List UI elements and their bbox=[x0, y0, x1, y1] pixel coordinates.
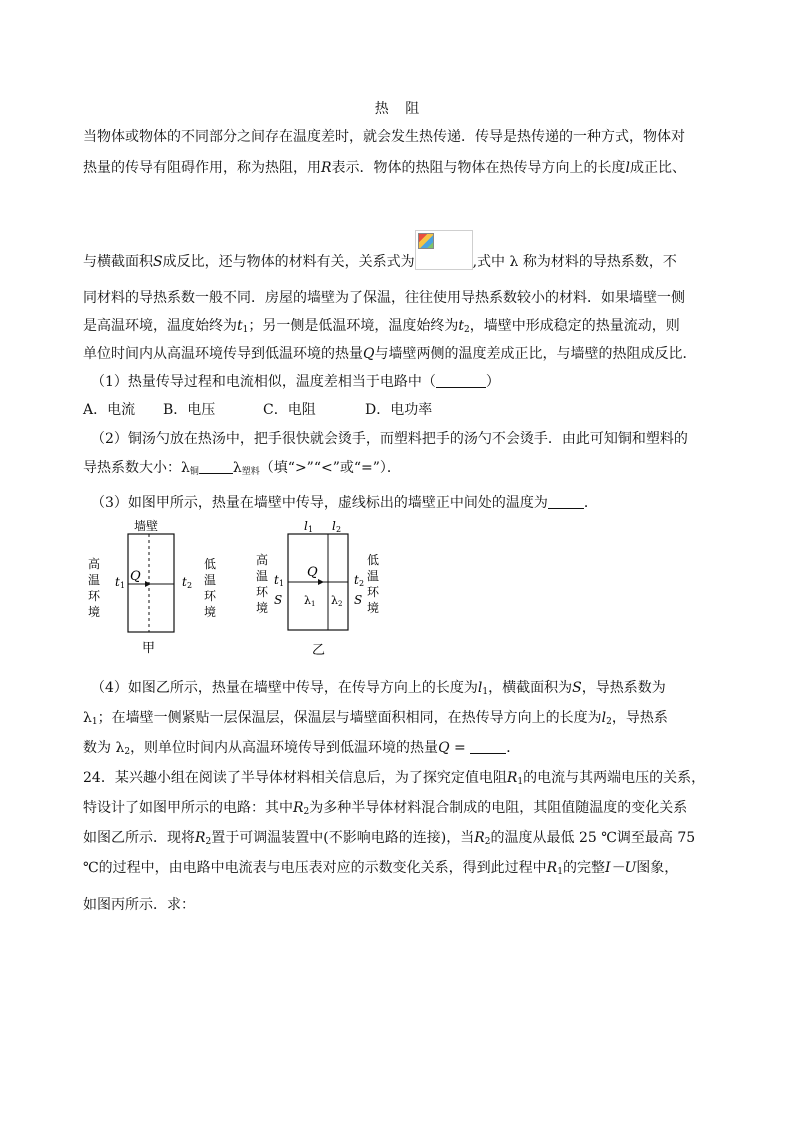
var-R: R bbox=[546, 860, 558, 876]
text: 如图乙所示．现将 bbox=[83, 830, 195, 846]
l1-subscript: 1 bbox=[308, 525, 314, 534]
para1-line3 bbox=[83, 230, 677, 272]
text: （4）如图乙所示，热量在墙壁中传导，在传导方向上的长度为 bbox=[91, 680, 478, 696]
subscript: 2 bbox=[205, 837, 212, 847]
text: 与墙壁两侧的温度差成正比，与墙壁的热阻成反比． bbox=[374, 346, 697, 362]
q1-options bbox=[83, 400, 432, 420]
text: 为多种半导体材料混合制成的电阻，其阻值随温度的变化关系 bbox=[309, 800, 688, 816]
t1-subscript: 1 bbox=[279, 579, 285, 588]
option-a: A．电流 bbox=[83, 402, 136, 418]
figure-yi bbox=[254, 518, 394, 656]
option-c: C．电阻 bbox=[263, 402, 316, 418]
text: ，导热系数为 bbox=[581, 680, 666, 696]
left-env-char: 温 bbox=[256, 569, 269, 583]
text: 置于可调温装置中(不影响电路的连接)，当 bbox=[211, 830, 475, 846]
figure-caption: 乙 bbox=[312, 643, 326, 656]
t1-label: t bbox=[115, 575, 120, 589]
var-IU: I－U bbox=[604, 860, 637, 876]
right-env-char: 温 bbox=[367, 569, 380, 583]
left-env-char: 环 bbox=[256, 585, 269, 599]
text: ；另一侧是低温环境，温度始终为 bbox=[248, 318, 459, 334]
var-S: S bbox=[572, 680, 582, 696]
text: （3）如图甲所示，热量在墙壁中传导，虚线标出的墙壁正中间处的温度为 bbox=[91, 495, 548, 511]
text: ，则单位时间内从高温环境传导到低温环境的热量 bbox=[130, 740, 439, 756]
subscript: 1 bbox=[91, 717, 98, 727]
arrow-icon bbox=[318, 579, 324, 585]
q2-line1 bbox=[91, 429, 688, 449]
subscript: 2 bbox=[303, 807, 310, 817]
subscript: 1 bbox=[517, 777, 524, 787]
t2-subscript: 2 bbox=[187, 581, 193, 590]
var-Q: Q bbox=[363, 346, 375, 362]
t2-label: t bbox=[182, 575, 187, 589]
var-S: S bbox=[153, 254, 163, 270]
answer-blank bbox=[436, 373, 486, 388]
lambda1-subscript: 1 bbox=[311, 600, 316, 608]
formula-image-placeholder bbox=[415, 230, 473, 270]
text: 表示．物体的热阻与物体在热传导方向上的长度 bbox=[331, 160, 626, 176]
subscript: 1 bbox=[242, 325, 249, 335]
text: ，横截面积为 bbox=[488, 680, 573, 696]
subscript: 塑料 bbox=[241, 467, 260, 477]
article-title: 热 阻 bbox=[374, 101, 426, 117]
text: 当物体或物体的不同部分之间存在温度差时，就会发生热传递．传导是热传递的一种方式，物体对 bbox=[83, 129, 685, 145]
text: 的完整 bbox=[562, 860, 605, 876]
option-d: D．电功率 bbox=[365, 402, 433, 418]
text: 成正比、 bbox=[630, 160, 687, 176]
para1-line4 bbox=[83, 288, 685, 308]
wall-label: 墙壁 bbox=[134, 519, 159, 533]
l2-subscript: 2 bbox=[336, 525, 342, 534]
answer-blank bbox=[470, 739, 506, 754]
q24-line5 bbox=[83, 895, 195, 915]
var-t: t bbox=[458, 318, 465, 334]
left-env-char: 高 bbox=[88, 557, 101, 571]
text: 图象， bbox=[636, 860, 679, 876]
text: λ bbox=[83, 710, 92, 726]
text: ℃的过程中，由电路中电流表与电压表对应的示数变化关系，得到此过程中 bbox=[83, 860, 547, 876]
lambda2-subscript: 2 bbox=[338, 600, 343, 608]
subscript: 铜 bbox=[189, 467, 199, 477]
left-env-char: 境 bbox=[256, 601, 269, 615]
text: ． bbox=[506, 740, 521, 756]
text: ,式中 λ 称为材料的导热系数，不 bbox=[472, 254, 677, 270]
q4-line3 bbox=[83, 738, 520, 762]
subscript: 2 bbox=[606, 717, 612, 727]
text: 如图丙所示．求： bbox=[83, 897, 195, 913]
left-env-char: 环 bbox=[88, 589, 101, 603]
q3-stem bbox=[91, 493, 598, 513]
subscript: 1 bbox=[482, 687, 489, 697]
right-env-char: 低 bbox=[367, 553, 380, 567]
text: 成反比，还与物体的材料有关，关系式为 bbox=[162, 254, 415, 270]
text: 与横截面积 bbox=[83, 254, 153, 270]
var-R: R bbox=[321, 160, 332, 176]
q24-line3 bbox=[83, 828, 695, 852]
para1-line2 bbox=[83, 158, 686, 178]
left-env-char: 温 bbox=[88, 573, 101, 587]
right-env-char: 环 bbox=[204, 589, 217, 603]
subscript: 2 bbox=[124, 747, 131, 757]
var-R: R bbox=[293, 800, 304, 816]
text: 数为 λ bbox=[83, 740, 125, 756]
t2-label: t bbox=[354, 573, 359, 587]
var-Q: Q bbox=[438, 740, 450, 756]
q1-stem bbox=[91, 372, 500, 392]
text: 特设计了如图甲所示的电路：其中 bbox=[83, 800, 293, 816]
q4-line2 bbox=[83, 708, 668, 732]
lambda1-label: λ bbox=[304, 594, 311, 607]
right-env-char: 温 bbox=[204, 573, 217, 587]
var-l: l bbox=[477, 680, 483, 696]
text: 24．某兴趣小组在阅读了半导体材料相关信息后，为了探究定值电阻 bbox=[83, 770, 507, 786]
text: 的电流与其两端电压的关系， bbox=[523, 770, 706, 786]
q-label: Q bbox=[130, 569, 141, 584]
figure-caption: 甲 bbox=[142, 641, 156, 654]
option-b: B．电压 bbox=[163, 402, 216, 418]
text: 热量的传导有阻碍作用，称为热阻，用 bbox=[83, 160, 321, 176]
right-env-char: 境 bbox=[204, 605, 217, 619]
text: 单位时间内从高温环境传导到低温环境的热量 bbox=[83, 346, 363, 362]
arrow-icon bbox=[145, 581, 151, 587]
text: （2）铜汤勺放在热汤中，把手很快就会烫手，而塑料把手的汤勺不会烫手．由此可知铜和塑料的 bbox=[91, 431, 688, 447]
text: ，导热系 bbox=[611, 710, 668, 726]
answer-blank bbox=[548, 494, 584, 509]
text: = bbox=[449, 740, 471, 756]
var-R: R bbox=[474, 830, 485, 846]
text: 导热系数大小：λ bbox=[83, 460, 190, 476]
left-env-char: 高 bbox=[256, 553, 269, 567]
var-l: l bbox=[601, 710, 607, 726]
text: 的温度从最低 25 ℃调至最高 75 bbox=[490, 830, 696, 846]
text: ，墙壁中形成稳定的热量流动，则 bbox=[469, 318, 680, 334]
text: ；在墙壁一侧紧贴一层保温层，保温层与墙壁面积相同，在热传导方向上的长度为 bbox=[97, 710, 602, 726]
t1-label: t bbox=[274, 573, 279, 587]
q2-line2 bbox=[83, 458, 401, 482]
s-label-right: S bbox=[354, 593, 363, 607]
l2-label: l bbox=[332, 519, 336, 533]
text: 是高温环境，温度始终为 bbox=[83, 318, 237, 334]
text: ． bbox=[583, 495, 598, 511]
lambda2-label: λ bbox=[331, 594, 338, 607]
para1-line1 bbox=[83, 127, 685, 147]
broken-image-icon bbox=[418, 233, 434, 249]
text: λ bbox=[232, 460, 242, 476]
text: （1）热量传导过程和电流相似，温度差相当于电路中（ bbox=[91, 374, 436, 390]
t1-subscript: 1 bbox=[120, 581, 126, 590]
right-env-char: 境 bbox=[367, 601, 380, 615]
subscript: 1 bbox=[557, 867, 563, 877]
right-env-char: 环 bbox=[367, 585, 380, 599]
text: 同材料的导热系数一般不同．房屋的墙壁为了保温，往往使用导热系数较小的材料．如果墙壁一侧 bbox=[83, 290, 685, 306]
left-env-char: 境 bbox=[88, 605, 101, 619]
answer-blank bbox=[199, 459, 233, 474]
text: ） bbox=[485, 374, 500, 390]
q-label: Q bbox=[307, 565, 318, 580]
para1-line5 bbox=[83, 316, 680, 340]
text: （填“>”“<”或“=”）． bbox=[259, 460, 401, 476]
var-R: R bbox=[195, 830, 206, 846]
q4-line1 bbox=[91, 678, 666, 702]
right-env-char: 低 bbox=[204, 557, 217, 571]
l1-label: l bbox=[304, 519, 308, 533]
var-t: t bbox=[237, 318, 243, 334]
subscript: 2 bbox=[484, 837, 491, 847]
t2-subscript: 2 bbox=[359, 579, 365, 588]
q24-line2 bbox=[83, 798, 687, 822]
q24-line1 bbox=[83, 768, 705, 792]
var-l: l bbox=[625, 160, 631, 176]
figure-jia bbox=[86, 518, 226, 654]
para1-line6 bbox=[83, 344, 696, 364]
subscript: 2 bbox=[464, 325, 470, 335]
s-label-left: S bbox=[274, 593, 283, 607]
var-R: R bbox=[506, 770, 518, 786]
q24-line4 bbox=[83, 858, 678, 882]
